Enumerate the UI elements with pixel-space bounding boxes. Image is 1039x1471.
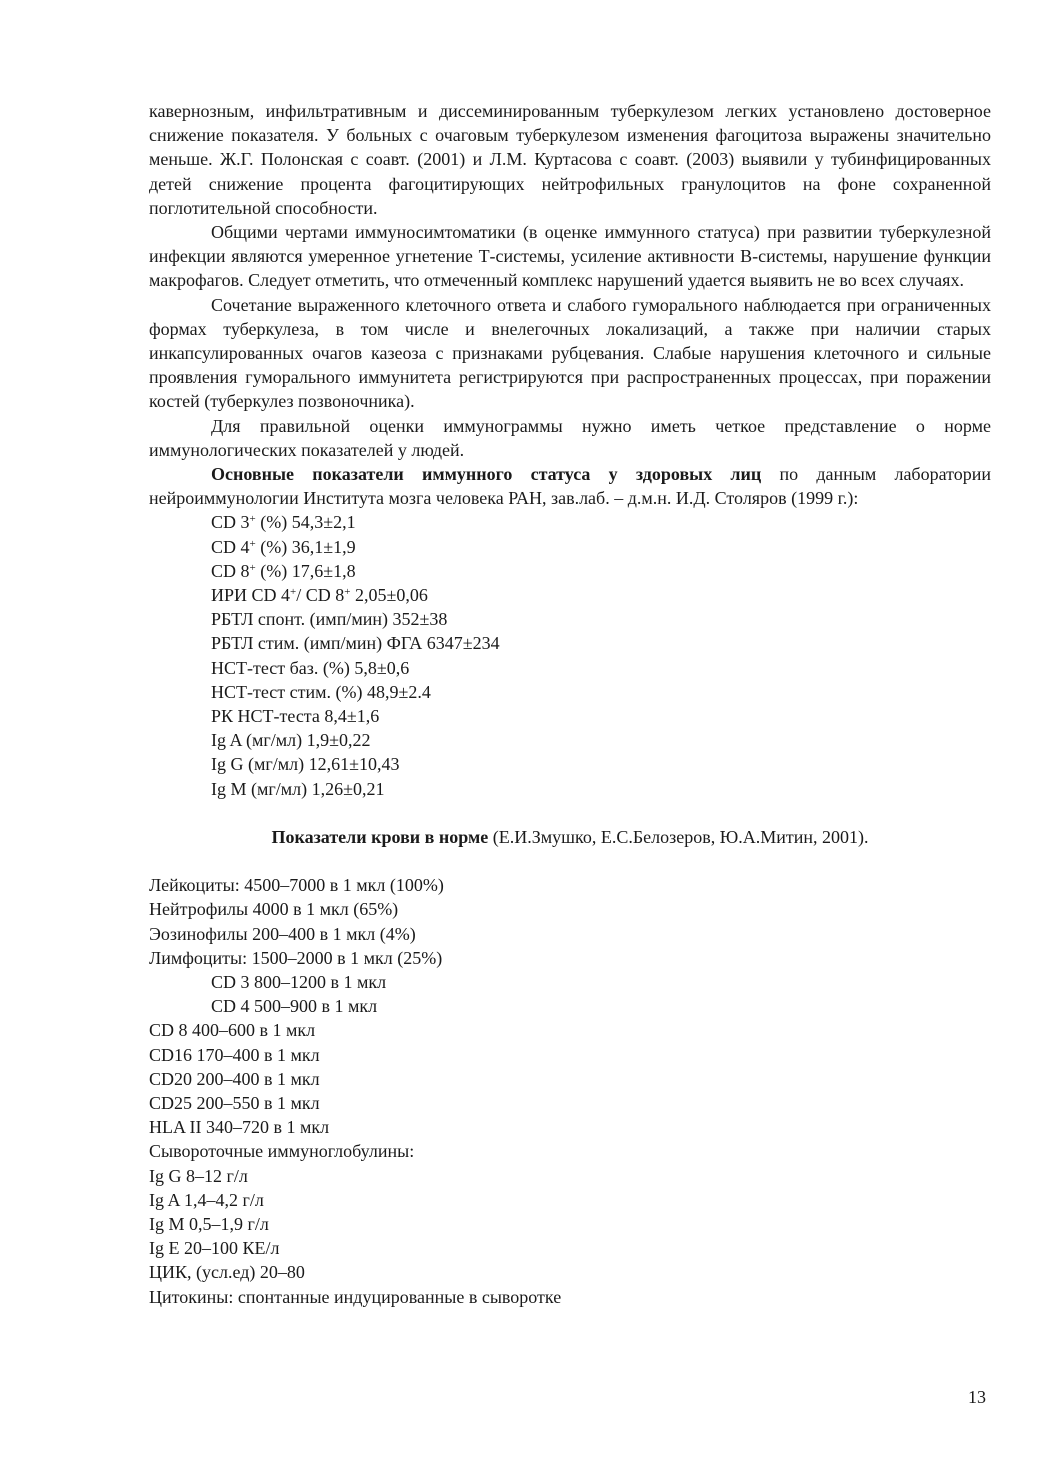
list-item-rbtl-stim: РБТЛ стим. (имп/мин) ФГА 6347±234	[211, 633, 500, 654]
list-item-rbtl-spont: РБТЛ спонт. (имп/мин) 352±38	[211, 609, 448, 630]
list-item-neutrophils: Нейтрофилы 4000 в 1 мкл (65%)	[149, 899, 399, 920]
immune-status-heading	[149, 462, 991, 510]
list-item-lymphocytes: Лимфоциты: 1500–2000 в 1 мкл (25%)	[149, 947, 443, 968]
list-item-cik-norm: ЦИК, (усл.ед) 20–80	[149, 1262, 305, 1283]
list-item-cd20-count: CD20 200–400 в 1 мкл	[149, 1068, 320, 1089]
blood-norms-heading-bold: Показатели крови в норме	[271, 826, 489, 847]
blood-norms-heading	[149, 825, 991, 849]
list-item-iri: ИРИ CD 4+/ CD 8+ 2,05±0,06	[211, 585, 428, 606]
list-item-cd8-count: CD 8 400–600 в 1 мкл	[149, 1020, 316, 1041]
list-item-cd4-count: CD 4 500–900 в 1 мкл	[211, 996, 378, 1017]
list-item-cd8: CD 8+ (%) 17,6±1,8	[211, 560, 356, 581]
list-item-cd25-count: CD25 200–550 в 1 мкл	[149, 1092, 320, 1113]
page-number: 13	[968, 1387, 986, 1407]
list-item-cd16-count: CD16 170–400 в 1 мкл	[149, 1044, 320, 1065]
list-item-igm-norm: Ig M 0,5–1,9 г/л	[149, 1213, 269, 1234]
list-item-nst-baz: НСТ-тест баз. (%) 5,8±0,6	[211, 657, 410, 678]
list-item-iga: Ig A (мг/мл) 1,9±0,22	[211, 730, 371, 751]
list-item-eosinophils: Эозинофилы 200–400 в 1 мкл (4%)	[149, 923, 416, 944]
list-item-cytokines: Цитокины: спонтанные индуцированные в сыворотке	[149, 1286, 562, 1307]
blood-norms-list	[149, 873, 991, 1309]
list-item-nst-stim: НСТ-тест стим. (%) 48,9±2.4	[211, 681, 431, 702]
paragraph-immunogram: Для правильной оценки иммунограммы нужно иметь четкое представление о норме иммунологических показателей у людей.	[149, 415, 991, 460]
paragraph-immunosymptomatics: Общими чертами иммуносимтоматики (в оценке иммунного статуса) при развитии туберкулезной инфекции являются умеренное угнетение Т-системы, усиление активности В-системы, нарушение функции макрофагов. Следует отметить, что отмеченный комплекс нарушений удается выявить не во всех случаях.	[149, 222, 991, 291]
list-item-leukocytes: Лейкоциты: 4500–7000 в 1 мкл (100%)	[149, 875, 444, 896]
list-item-cd3-count: CD 3 800–1200 в 1 мкл	[211, 971, 387, 992]
immune-status-heading-source: по данным лаборатории нейроиммунологии Института мозга человека РАН, зав.лаб. – д.м.н. И.Д. Столяров (1999 г.):	[149, 464, 992, 509]
list-item-igg: Ig G (мг/мл) 12,61±10,43	[211, 754, 400, 775]
blood-norms-heading-source: (Е.И.Змушко, Е.С.Белозеров, Ю.А.Митин, 2001).	[488, 826, 869, 847]
paragraph-cellular-response: Сочетание выраженного клеточного ответа и слабого гуморального наблюдается при ограниченных формах туберкулеза, в том числе и внелегочных локализаций, а также при наличии старых инкапсулированных очагов казеоза с признаками рубцевания. Слабые нарушения клеточного и сильные проявления гуморального иммунитета регистрируются при распространенных процессах, при поражении костей (туберкулез позвоночника).	[149, 294, 991, 412]
list-item-ige-norm: Ig E 20–100 КЕ/л	[149, 1238, 280, 1259]
list-item-iga-norm: Ig A 1,4–4,2 г/л	[149, 1189, 264, 1210]
list-item-cd3: CD 3+ (%) 54,3±2,1	[211, 512, 356, 533]
spacer	[149, 801, 991, 825]
document-page	[149, 99, 991, 1309]
list-item-cd4: CD 4+ (%) 36,1±1,9	[211, 536, 356, 557]
list-item-igm: Ig M (мг/мл) 1,26±0,21	[211, 778, 385, 799]
list-item-igg-norm: Ig G 8–12 г/л	[149, 1165, 248, 1186]
immune-status-heading-bold: Основные показатели иммунного статуса у здоровых лиц	[211, 464, 762, 485]
list-item-rk-nst: РК НСТ-теста 8,4±1,6	[211, 706, 380, 727]
immune-status-list	[149, 510, 991, 800]
list-item-serum-ig: Сывороточные иммуноглобулины:	[149, 1141, 415, 1162]
spacer	[149, 849, 991, 873]
paragraph-phagocytosis: кавернозным, инфильтративным и диссеминированным туберкулезом легких установлено достоверное снижение показателя. У больных с очаговым туберкулезом изменения фагоцитоза выражены значительно меньше. Ж.Г. Полонская с соавт. (2001) и Л.М. Куртасова с соавт. (2003) выявили у тубинфицированных детей снижение процента фагоцитирующих нейтрофильных гранулоцитов на фоне сохраненной поглотительной способности.	[149, 101, 991, 218]
list-item-hla-count: HLA II 340–720 в 1 мкл	[149, 1117, 330, 1138]
